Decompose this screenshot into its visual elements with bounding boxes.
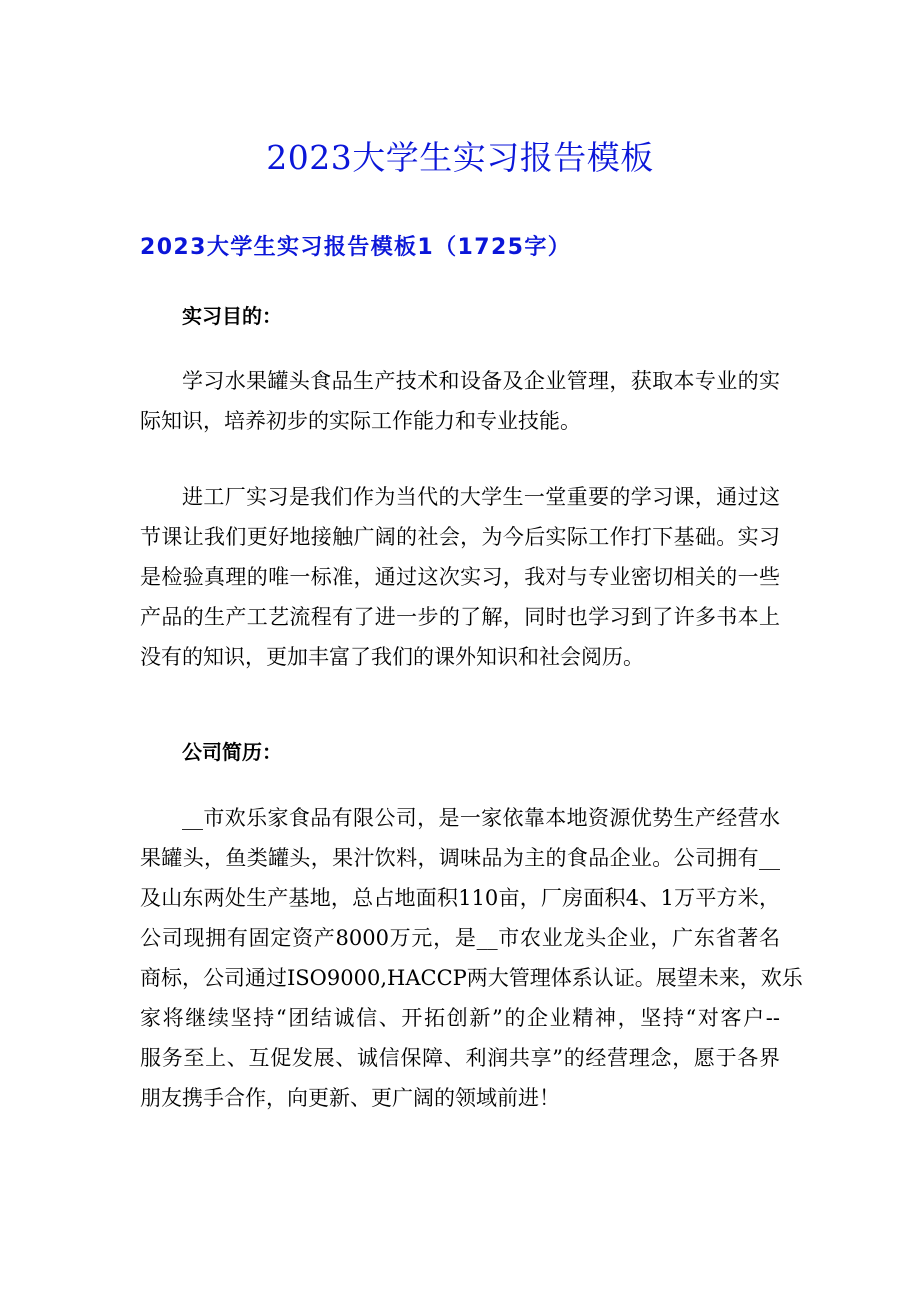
paragraph-line: 没有的知识，更加丰富了我们的课外知识和社会阅历。: [140, 645, 644, 669]
paragraph-line: 节课让我们更好地接触广阔的社会，为今后实际工作打下基础。实习: [140, 525, 780, 549]
paragraph-line: 服务至上、互促发展、诚信保障、利润共享”的经营理念，愿于各界: [140, 1046, 780, 1070]
paragraph-line: 学习水果罐头食品生产技术和设备及企业管理，获取本专业的实: [182, 369, 780, 393]
paragraph-line: 公司现拥有固定资产8000万元，是__市农业龙头企业，广东省著名: [140, 926, 780, 950]
heading-company-profile: 公司简历：: [182, 740, 282, 764]
heading-internship-purpose: 实习目的：: [182, 304, 282, 328]
paragraph-factory-internship: [140, 477, 780, 677]
paragraph-line: 进工厂实习是我们作为当代的大学生一堂重要的学习课，通过这: [182, 485, 780, 509]
paragraph-line: __市欢乐家食品有限公司，是一家依靠本地资源优势生产经营水: [182, 806, 780, 830]
paragraph-line: 产品的生产工艺流程有了进一步的了解，同时也学习到了许多书本上: [140, 605, 780, 629]
paragraph-purpose: [140, 361, 780, 441]
paragraph-line: 果罐头，鱼类罐头，果汁饮料，调味品为主的食品企业。公司拥有__: [140, 846, 780, 870]
paragraph-line: 际知识，培养初步的实际工作能力和专业技能。: [140, 409, 581, 433]
paragraph-line: 及山东两处生产基地，总占地面积110亩，厂房面积4、1万平方米，: [140, 886, 780, 910]
paragraph-line: 朋友携手合作，向更新、更广阔的领域前进！: [140, 1086, 560, 1110]
paragraph-company-profile: [140, 798, 803, 1118]
paragraph-line: 家将继续坚持“团结诚信、开拓创新”的企业精神，坚持“对客户--: [140, 1006, 780, 1030]
paragraph-line: 商标，公司通过ISO9000,HACCP两大管理体系认证。展望未来，欢乐: [140, 966, 803, 990]
section-title: 2023大学生实习报告模板1（1725字）: [140, 235, 572, 260]
document-title: 2023大学生实习报告模板: [266, 138, 654, 177]
paragraph-line: 是检验真理的唯一标准，通过这次实习，我对与专业密切相关的一些: [140, 565, 780, 589]
